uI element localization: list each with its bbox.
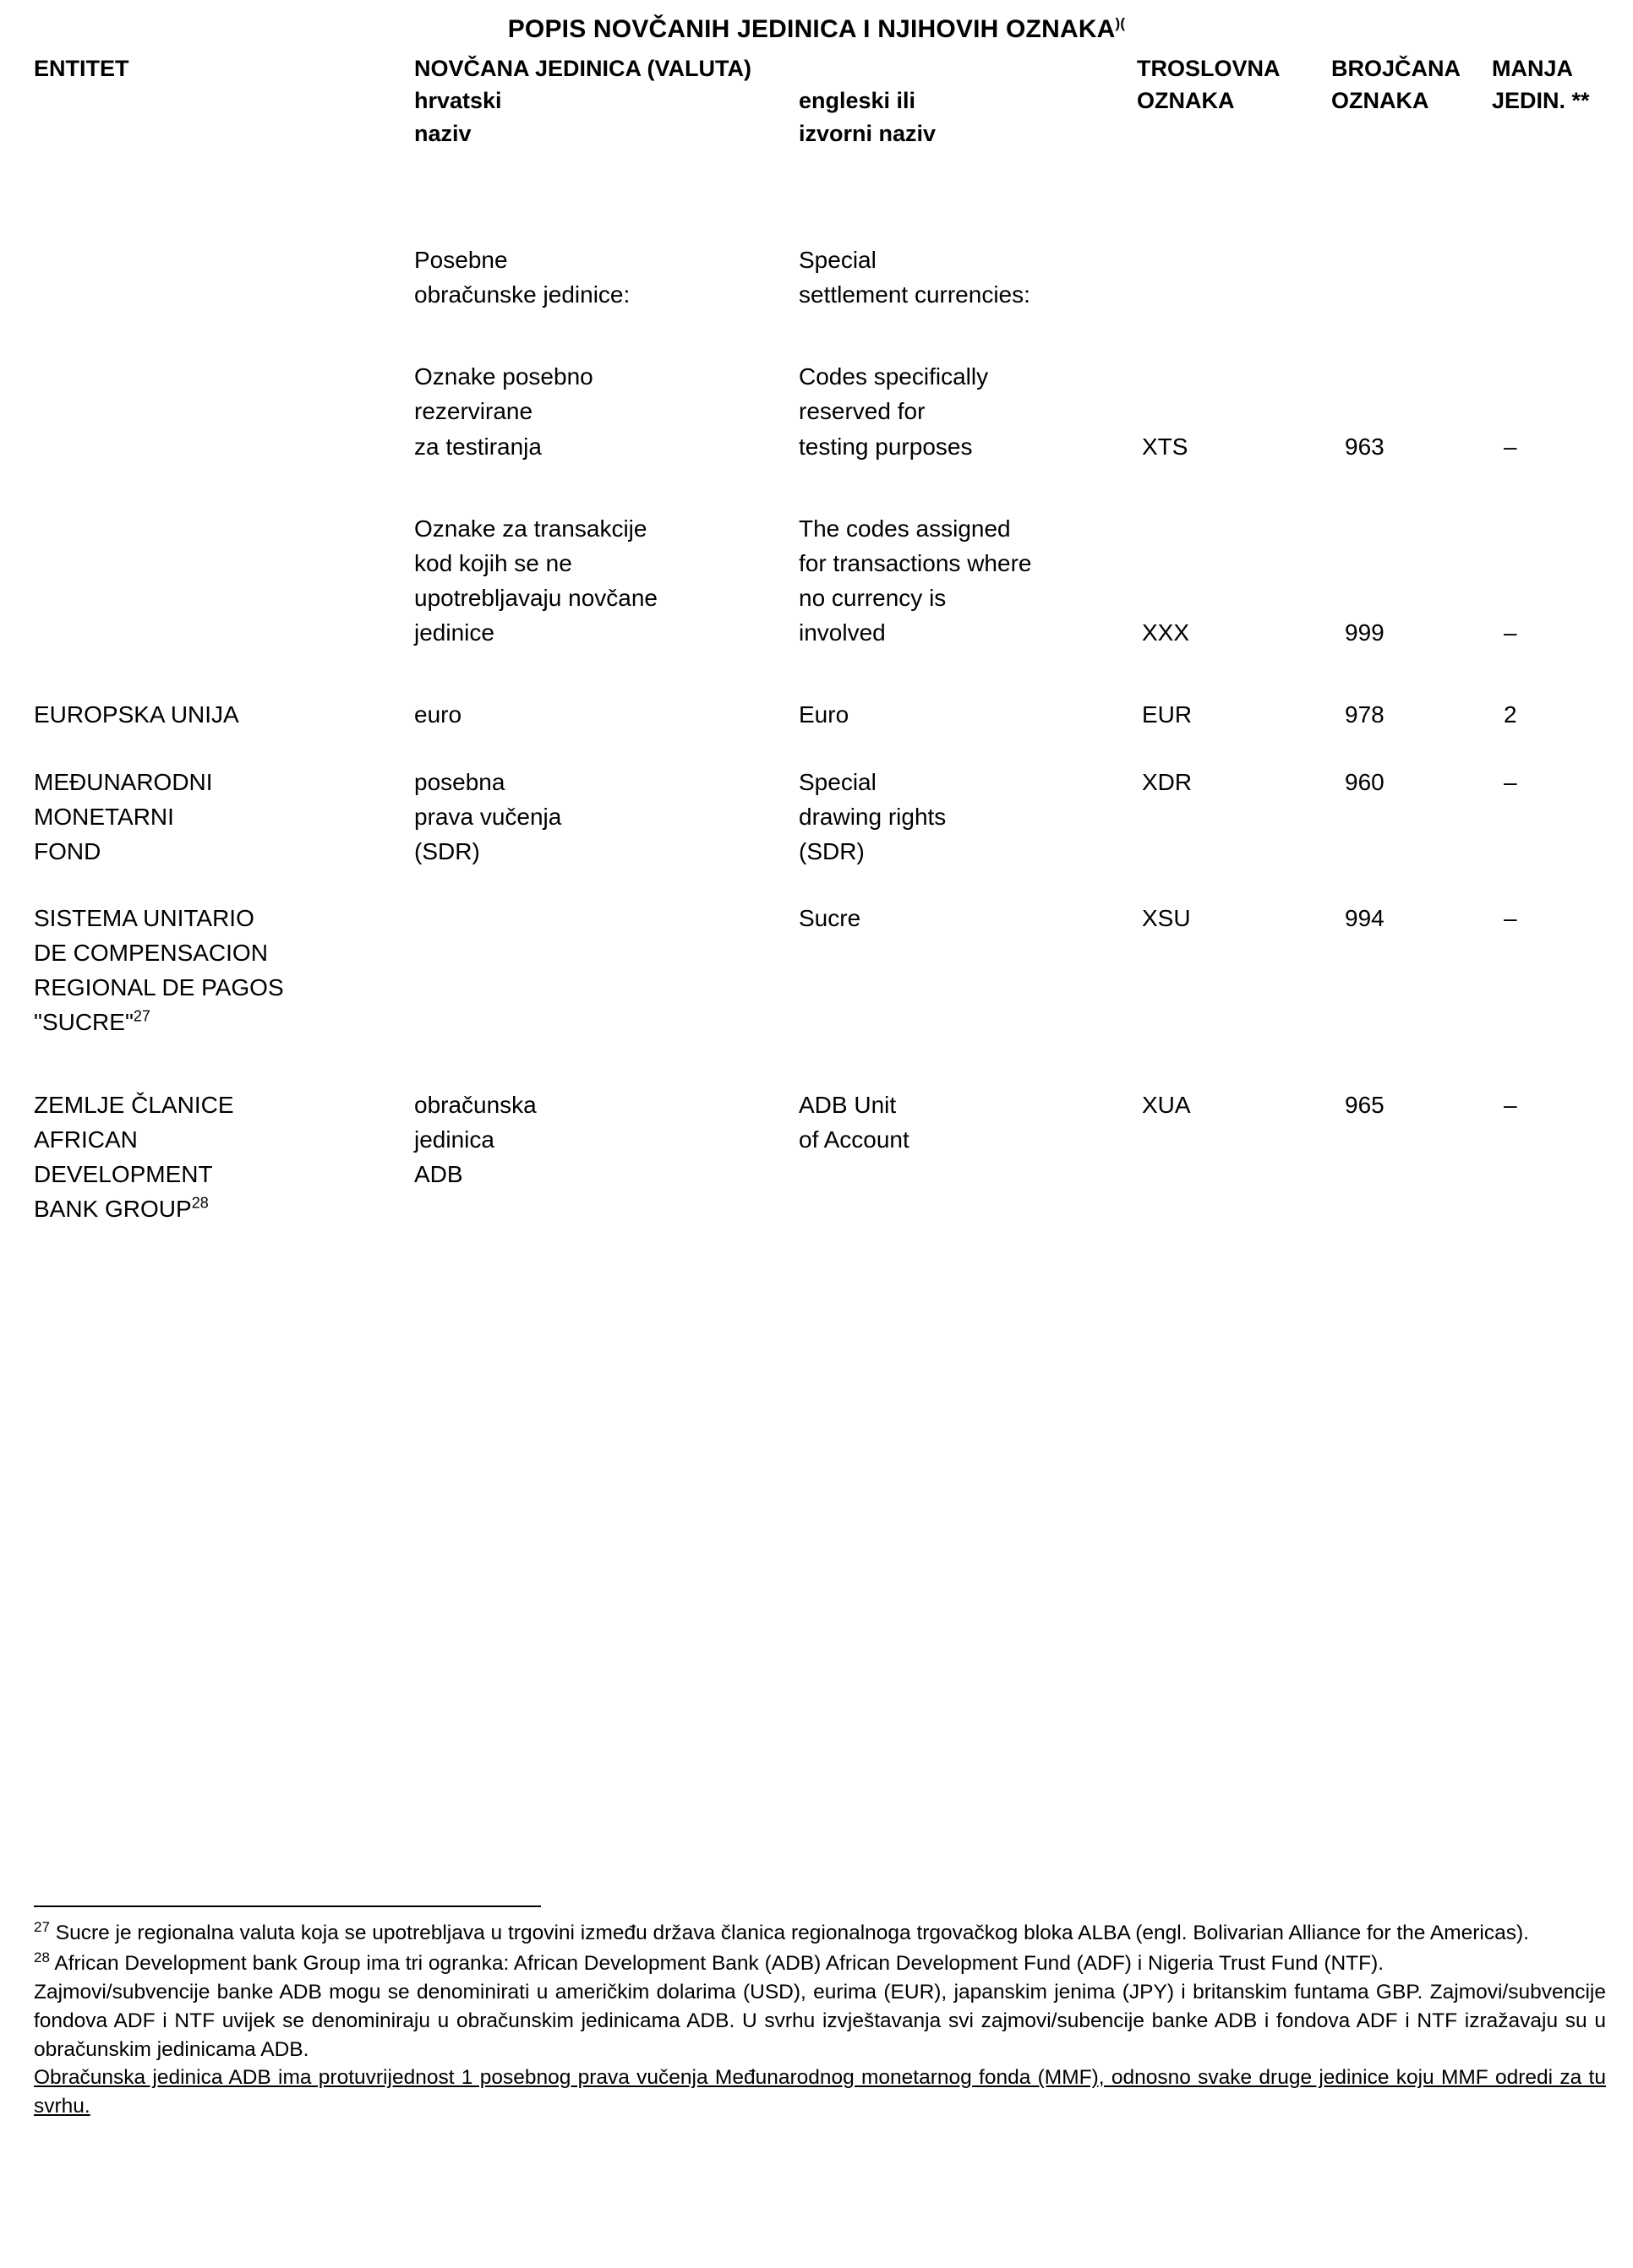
cell-en-line: settlement currencies: xyxy=(799,281,1030,308)
cell-alpha-code xyxy=(1137,511,1331,651)
cell-entity xyxy=(34,1088,414,1227)
cell-hr-line: obračunske jedinice: xyxy=(414,281,631,308)
cell-hr-line: prava vučenja xyxy=(414,803,562,830)
table-header-row-2 xyxy=(34,85,1598,117)
cell-en xyxy=(799,765,1137,869)
cell-entity-line: FOND xyxy=(34,837,101,864)
header-num-line1: BROJČANA xyxy=(1331,56,1461,81)
footnote-28-text: African Development bank Group ima tri ogranka: African Development Bank (ADB) African Development Fund (ADF) i Nigeria Trust Fund (NTF). xyxy=(49,1952,1384,1976)
header-entitet-blank-2 xyxy=(34,117,414,150)
cell-entity-line: ZEMLJE ČLANICE xyxy=(34,1091,234,1118)
cell-en-line: no currency is xyxy=(799,585,947,612)
cell-minor-unit: 2 xyxy=(1504,701,1517,728)
cell-hr-line: (SDR) xyxy=(414,837,480,864)
cell-minor-unit: – xyxy=(1504,1091,1517,1118)
cell-hr xyxy=(414,901,799,1040)
cell-alpha-code: XUA xyxy=(1142,1091,1191,1118)
cell-minor-value: – xyxy=(1504,433,1517,460)
cell-hr xyxy=(414,511,799,651)
cell-numeric-code: 965 xyxy=(1345,1091,1384,1118)
cell-hr-line: obračunska xyxy=(414,1091,537,1118)
header-en-line1: engleski ili xyxy=(799,88,916,114)
footnote-28 xyxy=(34,1948,1606,1978)
cell-en-line: Special xyxy=(799,246,877,273)
footnote-paragraph-3: Zajmovi/subvencije banke ADB mogu se denominirati u američkim dolarima (USD), eurima (EUR), japanskim jenima (JPY) i britanskim funtama GBP. Zajmovi/subvencije fondova ADF i NTF uvijek se denominiraju u obračunskim jedinicama ADB. U svrhu izvještavanja svi zajmovi/subencije banke ADB i fondova ADF i NTF izražavaju su u obračunskim jedinicama ADB. xyxy=(34,1980,1606,2061)
cell-en xyxy=(799,1088,1137,1227)
cell-numeric-code: 978 xyxy=(1345,701,1384,728)
table-row xyxy=(34,1088,1598,1227)
footnote-27-marker: 27 xyxy=(34,1919,50,1935)
header-entitet-blank xyxy=(34,85,414,117)
table-spacer xyxy=(34,312,1598,359)
header-alpha-line2: OZNAKA xyxy=(1137,88,1235,114)
cell-en-line: ADB Unit xyxy=(799,1091,897,1118)
header-num-line2: OZNAKA xyxy=(1331,88,1429,114)
cell-entity-line: BANK GROUP$^{28}$ xyxy=(34,1194,209,1223)
currency-table xyxy=(34,52,1598,1226)
header-hr-line1: hrvatski xyxy=(414,88,502,114)
cell-minor-unit: – xyxy=(1504,905,1517,932)
footnote-27-text: Sucre je regionalna valuta koja se upotrebljava u trgovini između država članica regionalnoga trgovačkog bloka ALBA (engl. Bolivarian Alliance for the Americas). xyxy=(49,1922,1529,1945)
footnote-ref-28: 28 xyxy=(191,1194,209,1212)
footnotes-section xyxy=(34,1905,1606,2121)
page-title-text: POPIS NOVČANIH JEDINICA I NJIHOVIH OZNAKA xyxy=(507,15,1116,43)
cell-entity xyxy=(34,359,414,463)
cell-entity-line: "SUCRE"$^{27}$ xyxy=(34,1008,150,1036)
cell-en-line: for transactions where xyxy=(799,549,1032,576)
cell-hr-line: kod kojih se ne xyxy=(414,549,572,576)
cell-en-line: involved xyxy=(799,619,886,646)
table-row xyxy=(34,359,1598,463)
cell-numeric-code: 960 xyxy=(1345,768,1384,795)
cell-en-line: Sucre xyxy=(799,905,861,932)
cell-entity-line: EUROPSKA UNIJA xyxy=(34,701,239,728)
cell-hr xyxy=(414,765,799,869)
cell-en-line: of Account xyxy=(799,1126,909,1153)
cell-entity-line: DE COMPENSACION xyxy=(34,940,268,967)
header-alpha-line1: TROSLOVNA xyxy=(1137,56,1281,81)
cell-hr xyxy=(414,243,799,312)
header-minor-line2: JEDIN. ** xyxy=(1492,88,1590,114)
table-spacer xyxy=(34,1040,1598,1088)
header-hr-line2: naziv xyxy=(414,120,472,146)
cell-numeric-code xyxy=(1331,511,1492,651)
cell-minor-unit xyxy=(1492,359,1598,463)
cell-entity xyxy=(34,243,414,312)
page-title-marker: )( xyxy=(1115,15,1126,31)
table-spacer xyxy=(34,464,1598,511)
cell-entity xyxy=(34,901,414,1040)
cell-en xyxy=(799,511,1137,651)
cell-entity-line: REGIONAL DE PAGOS xyxy=(34,974,284,1001)
cell-hr-line: upotrebljavaju novčane xyxy=(414,585,658,612)
cell-alpha-code: XSU xyxy=(1142,905,1191,932)
footnote-separator xyxy=(34,1905,541,1907)
cell-en-line: reserved for xyxy=(799,398,926,425)
cell-alpha-code: XDR xyxy=(1142,768,1193,795)
footnote-paragraph-4: Obračunska jedinica ADB ima protuvrijednost 1 posebnog prava vučenja Međunarodnog monetarnog fonda (MMF), odnosno svake druge jedinice koju MMF odredi za tu svrhu. xyxy=(34,2066,1606,2118)
cell-hr-line: jedinice xyxy=(414,619,494,646)
cell-hr-line: ADB xyxy=(414,1160,463,1187)
cell-alpha-code xyxy=(1137,243,1331,312)
table-row xyxy=(34,697,1598,732)
table-spacer xyxy=(34,650,1598,697)
cell-en xyxy=(799,697,1137,732)
cell-hr xyxy=(414,697,799,732)
table-row xyxy=(34,511,1598,651)
table-row xyxy=(34,243,1598,312)
cell-hr xyxy=(414,359,799,463)
cell-minor-value: – xyxy=(1504,619,1517,646)
cell-minor-unit xyxy=(1492,243,1598,312)
cell-alpha-value: XTS xyxy=(1142,433,1188,460)
header-currency-group: NOVČANA JEDINICA (VALUTA) xyxy=(414,56,751,81)
cell-hr xyxy=(414,1088,799,1227)
cell-entity-line: AFRICAN xyxy=(34,1126,138,1153)
cell-hr-line: rezervirane xyxy=(414,398,533,425)
table-row xyxy=(34,765,1598,869)
cell-hr-line: Oznake posebno xyxy=(414,363,593,390)
table-header-row-3 xyxy=(34,117,1598,150)
table-header-row-1 xyxy=(34,52,1598,85)
cell-entity xyxy=(34,765,414,869)
cell-en-line: Codes specifically xyxy=(799,363,989,390)
header-alpha-blank xyxy=(1137,117,1331,150)
footnote-28-marker: 28 xyxy=(34,1949,50,1965)
cell-minor-unit xyxy=(1492,511,1598,651)
footnote-27 xyxy=(34,1917,1606,1948)
table-spacer xyxy=(34,150,1598,243)
cell-en-line: Special xyxy=(799,768,877,795)
cell-minor-unit: – xyxy=(1504,768,1517,795)
cell-entity xyxy=(34,697,414,732)
cell-en-line: Euro xyxy=(799,701,849,728)
table-spacer xyxy=(34,869,1598,901)
cell-numeric-value: 963 xyxy=(1345,433,1384,460)
header-num-blank xyxy=(1331,117,1492,150)
cell-alpha-code: EUR xyxy=(1142,701,1193,728)
cell-hr-line: posebna xyxy=(414,768,505,795)
cell-alpha-value: XXX xyxy=(1142,619,1190,646)
cell-en-line: drawing rights xyxy=(799,803,947,830)
cell-en xyxy=(799,901,1137,1040)
cell-hr-line: za testiranja xyxy=(414,433,542,460)
cell-entity-line: MEĐUNARODNI xyxy=(34,768,213,795)
cell-numeric-code xyxy=(1331,243,1492,312)
cell-numeric-value: 999 xyxy=(1345,619,1384,646)
cell-alpha-code xyxy=(1137,359,1331,463)
cell-en xyxy=(799,243,1137,312)
cell-en-line: The codes assigned xyxy=(799,515,1011,542)
table-spacer xyxy=(34,733,1598,765)
header-en-line2: izvorni naziv xyxy=(799,120,937,146)
cell-numeric-code: 994 xyxy=(1345,905,1384,932)
cell-hr-line: Posebne xyxy=(414,246,508,273)
cell-en-line: (SDR) xyxy=(799,837,865,864)
cell-numeric-code xyxy=(1331,359,1492,463)
header-minor-line1: MANJA xyxy=(1492,56,1574,81)
page-title xyxy=(0,0,1633,52)
cell-entity-line: DEVELOPMENT xyxy=(34,1160,213,1187)
footnote-ref-27: 27 xyxy=(133,1008,150,1026)
cell-en xyxy=(799,359,1137,463)
cell-entity-line: SISTEMA UNITARIO xyxy=(34,905,254,932)
cell-hr-line: euro xyxy=(414,701,462,728)
cell-entity xyxy=(34,511,414,651)
header-minor-blank xyxy=(1492,117,1598,150)
table-row xyxy=(34,901,1598,1040)
header-entitet: ENTITET xyxy=(34,56,129,81)
cell-en-line: testing purposes xyxy=(799,433,973,460)
cell-hr-line: jedinica xyxy=(414,1126,494,1153)
cell-hr-line: Oznake za transakcije xyxy=(414,515,647,542)
cell-entity-line: MONETARNI xyxy=(34,803,174,830)
